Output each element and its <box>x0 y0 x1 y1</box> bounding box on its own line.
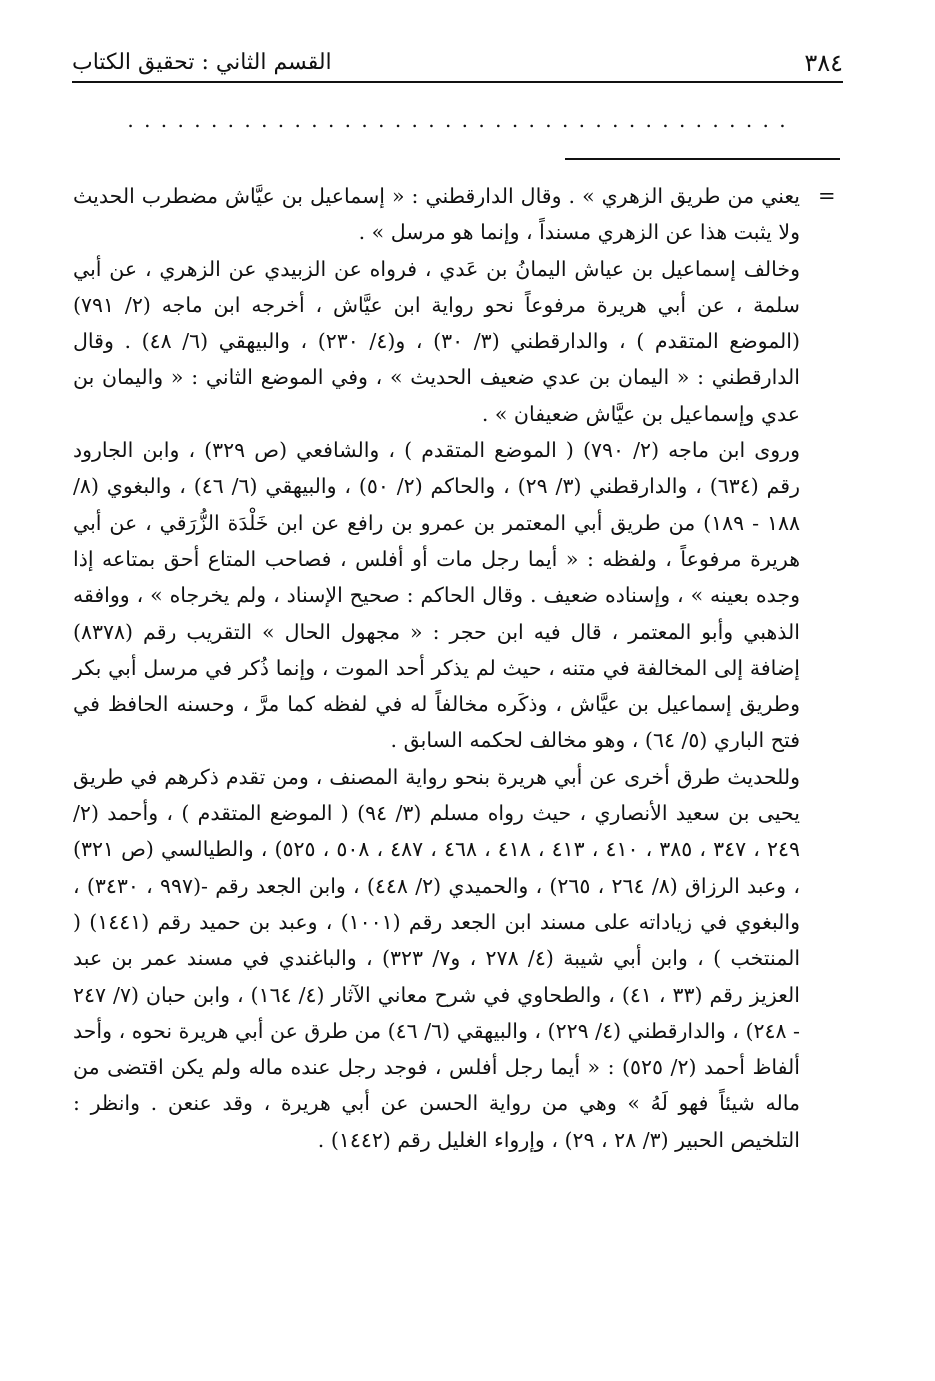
header-rule <box>72 81 843 83</box>
continuation-mark: = <box>818 184 836 208</box>
footnote-text <box>73 178 800 1158</box>
dotted-separator: . . . . . . . . . . . . . . . . . . . . . . . . . . . . . . . . . . . . . . . . <box>127 110 788 130</box>
paragraph-4: وللحديث طرق أخرى عن أبي هريرة بنحو رواية المصنف ، ومن تقدم ذكرهم في طريق يحيى بن سعيد الأنصاري ، حيث رواه مسلم (٣/ ٩٤) ( الموضع المتقدم ) ، وأحمد (٢/ ٢٤٩ ، ٣٤٧ ، ٣٨٥ ، ٤١٠ ، ٤١٣ ، ٤١٨ ، ٤٦٨ ، ٤٨٧ ، ٥٠٨ ، ٥٢٥) ، والطيالسي (ص ٣٢١) ، وعبد الرزاق (٨/ ٢٦٤ ، ٢٦٥) ، والحميدي (٢/ ٤٤٨) ، وابن الجعد رقم -(٩٩٧ ، ٣٤٣٠) ، والبغوي في زياداته على مسند ابن الجعد رقم (١٠٠١) ، وعبد بن حميد رقم (١٤٤١) ( المنتخب ) ، وابن أبي شيبة (٤/ ٢٧٨ ، و٧/ ٣٢٣) ، والباغندي في مسند عمر بن عبد العزيز رقم (٣٣ ، ٤١) ، والطحاوي في شرح معاني الآثار (٤/ ١٦٤) ، وابن حبان (٧/ ٢٤٧ - ٢٤٨) ، والدارقطني (٤/ ٢٢٩) ، والبيهقي (٦/ ٤٦) من طرق عن أبي هريرة نحوه ، وأحد ألفاظ أحمد (٢/ ٥٢٥) : « أيما رجل أفلس ، فوجد رجل عنده ماله ولم يكن اقتضى من ماله شيئاً فهو لَهُ » وهي من رواية الحسن عن أبي هريرة ، وقد عنعن . وانظر : التلخيص الحبير (٣/ ٢٨ ، ٢٩) ، وإرواء الغليل رقم (١٤٤٢) . <box>73 764 801 1152</box>
running-title: القسم الثاني : تحقيق الكتاب <box>72 50 332 75</box>
paragraph-2: وخالف إسماعيل بن عياش اليمانُ بن عَدي ، فرواه عن الزبيدي عن الزهري ، عن أبي سلمة ، عن أبي هريرة مرفوعاً نحو رواية ابن عيَّاش ، أخرجه ابن ماجه (٢/ ٧٩١) (الموضع المتقدم ) ، والدارقطني (٣/ ٣٠) ، و(٤/ ٢٣٠) ، والبيهقي (٦/ ٤٨) . وقال الدارقطني : « اليمان بن عدي ضعيف الحديث » ، وفي الموضع الثاني : « واليمان بن عدي وإسماعيل بن عيَّاش ضعيفان » . <box>73 256 800 426</box>
page-number: ٣٨٤ <box>804 49 843 77</box>
footnote-rule <box>565 158 840 160</box>
paragraph-1: يعني من طريق الزهري » . وقال الدارقطني : « إسماعيل بن عيَّاش مضطرب الحديث ولا يثبت هذا عن الزهري مسنداً ، وإنما هو مرسل » . <box>73 184 800 245</box>
page-header <box>72 40 843 78</box>
paragraph-3: وروى ابن ماجه (٢/ ٧٩٠) ( الموضع المتقدم ) ، والشافعي (ص ٣٢٩) ، وابن الجارود رقم (٦٣٤) ، والدارقطني (٣/ ٢٩) ، والحاكم (٢/ ٥٠) ، والبيهقي (٦/ ٤٦) ، والبغوي (٨/ ١٨٨ - ١٨٩) من طريق أبي المعتمر بن عمرو بن رافع عن ابن خَلْدَة الزُّرَقي ، عن أبي هريرة مرفوعاً ، ولفظه : « أيما رجل مات أو أفلس ، فصاحب المتاع أحق بمتاعه إذا وجده بعينه » ، وإسناده ضعيف . وقال الحاكم : صحيح الإسناد ، ولم يخرجاه » ، ووافقه الذهبي وأبو المعتمر ، قال فيه ابن حجر : « مجهول الحال » التقريب رقم (٨٣٧٨) إضافة إلى المخالفة في متنه ، حيث لم يذكر أحد الموت ، وإنما ذُكر في مرسل أبي بكر وطريق إسماعيل بن عيَّاش ، وذكَره مخالفاً له في لفظه كما مرَّ ، وحسنه الحافظ في فتح الباري (٥/ ٦٤) ، وهو مخالف لحكمه السابق . <box>73 438 801 753</box>
